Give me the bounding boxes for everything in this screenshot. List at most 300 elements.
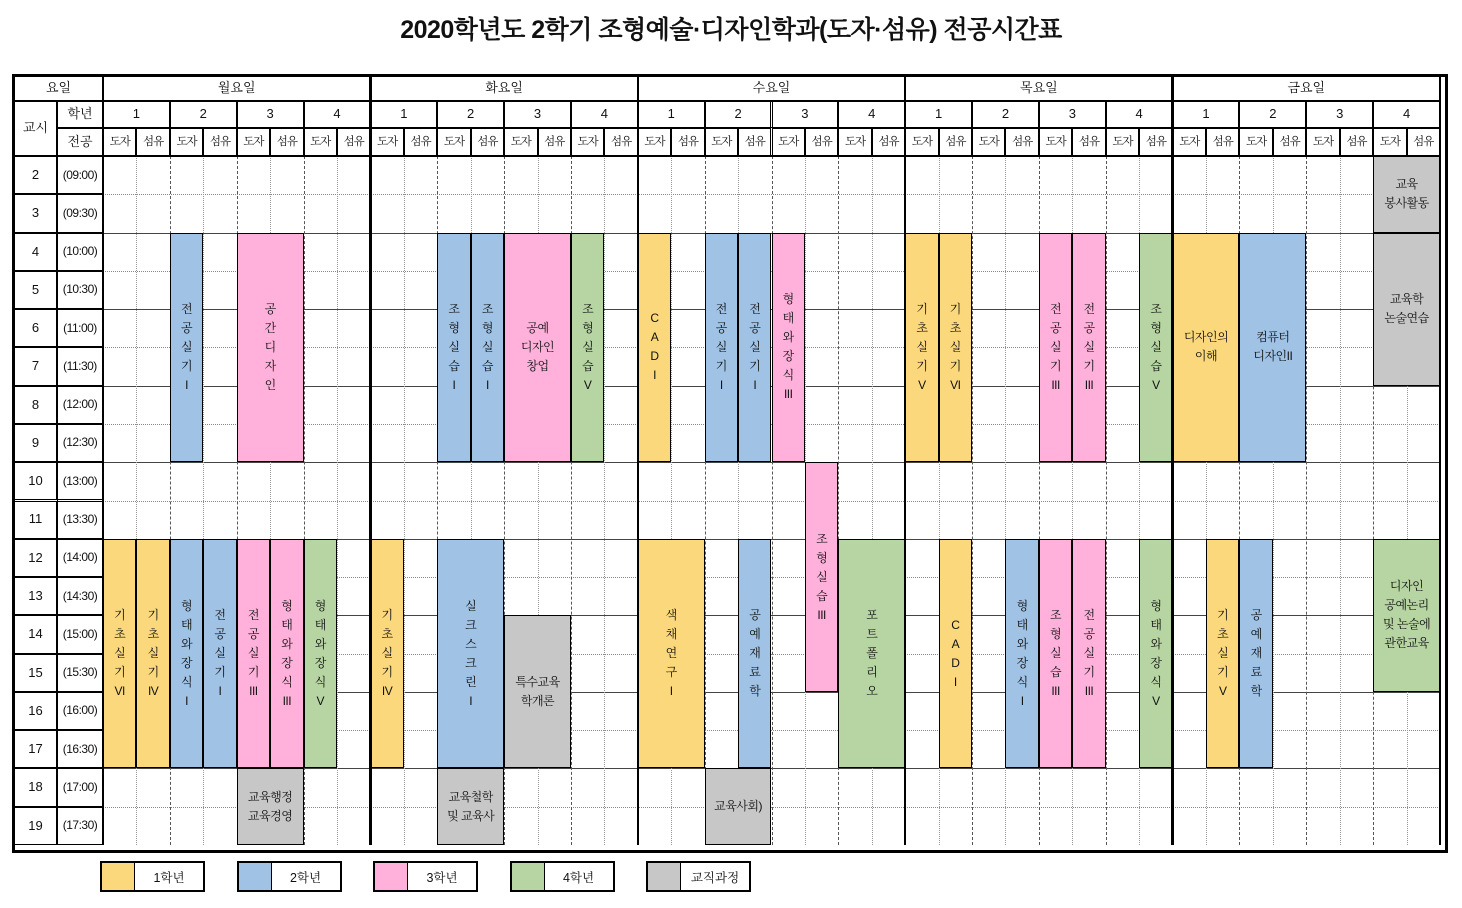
- class-block-label: 공: [247, 627, 259, 642]
- class-block-label: 실: [916, 339, 928, 354]
- class-block-label: 이해: [1194, 349, 1218, 364]
- header-major: 도자: [905, 128, 938, 156]
- class-block: [939, 233, 972, 463]
- period-number-cell: 9: [14, 424, 57, 462]
- class-block: [1072, 233, 1105, 463]
- period-time-cell: (09:00): [57, 156, 103, 194]
- header-major: 섬유: [939, 128, 972, 156]
- class-block-label: 디자인의: [1183, 330, 1229, 345]
- class-block: [838, 539, 905, 769]
- legend-label: 4학년: [562, 870, 595, 885]
- class-block: [437, 539, 504, 769]
- class-block-label: 초: [916, 320, 928, 335]
- legend-swatch-grade2: [239, 863, 272, 890]
- period-number-cell: 17: [14, 730, 57, 768]
- class-block: [437, 768, 504, 845]
- class-block-label: 형: [582, 320, 594, 335]
- class-block-label: 장: [1150, 655, 1162, 670]
- class-block-label: 간: [264, 320, 276, 335]
- class-block-label: 형: [481, 320, 493, 335]
- class-block-label: 실: [247, 646, 259, 661]
- header-major: 섬유: [1005, 128, 1038, 156]
- header-major: 도자: [304, 128, 337, 156]
- class-block-label: 학: [1250, 684, 1262, 699]
- class-block-label: 실: [381, 646, 393, 661]
- period-time-cell: (14:30): [57, 577, 103, 615]
- header-grade: 3: [772, 101, 839, 128]
- header-grade: 2: [437, 101, 504, 128]
- period-time-divider: [57, 101, 58, 845]
- header-grade: 4: [1106, 101, 1173, 128]
- grid-vline: [972, 156, 973, 845]
- class-block-label: 실: [1050, 646, 1062, 661]
- day-boundary-line: [369, 76, 372, 845]
- class-block-label: 기: [247, 665, 259, 680]
- class-block-label: 초: [147, 627, 159, 642]
- legend-item: [100, 861, 205, 892]
- class-block: [170, 233, 203, 463]
- class-block-label: 형: [448, 320, 460, 335]
- day-boundary-line: [102, 76, 105, 845]
- period-number-cell: 3: [14, 194, 57, 232]
- class-block-label: I: [719, 377, 723, 392]
- period-number-cell: 13: [14, 577, 57, 615]
- class-block-label: 오: [866, 684, 878, 699]
- class-block: [1239, 539, 1272, 769]
- class-block-label: I: [653, 368, 656, 383]
- period-time-cell: (12:30): [57, 424, 103, 462]
- class-block-label: 기: [1217, 665, 1229, 680]
- period-number-cell: 8: [14, 386, 57, 424]
- class-block-label: 재: [749, 646, 761, 661]
- header-major: 도자: [237, 128, 270, 156]
- class-block-label: III: [1084, 377, 1094, 392]
- period-number-cell: 11: [14, 501, 57, 539]
- day-boundary-line: [1439, 76, 1442, 845]
- class-block-label: 공예논리: [1384, 598, 1429, 613]
- class-block-label: 태: [782, 311, 794, 326]
- class-block: [1072, 539, 1105, 769]
- class-block: [237, 768, 304, 845]
- class-block-label: 형: [281, 598, 293, 613]
- header-major: 섬유: [471, 128, 504, 156]
- class-block-label: 실: [1150, 339, 1162, 354]
- class-block-label: 실: [1217, 646, 1229, 661]
- class-block-label: III: [817, 607, 826, 622]
- class-block: [705, 233, 738, 463]
- period-time-cell: (14:00): [57, 539, 103, 577]
- class-block-label: V: [1152, 693, 1160, 708]
- header-grade: 2: [1239, 101, 1306, 128]
- class-block-label: 기: [114, 608, 126, 623]
- header-major: 섬유: [1273, 128, 1306, 156]
- header-day-5: 금요일: [1173, 76, 1440, 101]
- header-major: 도자: [1106, 128, 1139, 156]
- header-grade: 4: [1373, 101, 1440, 128]
- class-block: [237, 233, 304, 463]
- class-block-label: 초: [381, 627, 393, 642]
- class-block-label: 실: [949, 339, 961, 354]
- class-block-label: 구: [665, 665, 677, 680]
- class-block-label: 교육학: [1389, 292, 1424, 307]
- header-grade: 3: [1039, 101, 1106, 128]
- class-block-label: 습: [1150, 358, 1162, 373]
- day-boundary-line: [1171, 76, 1174, 845]
- class-block-label: I: [1020, 693, 1024, 708]
- class-block-label: 실: [1083, 646, 1095, 661]
- class-block-label: 기: [181, 358, 193, 373]
- class-block-label: 기: [1083, 665, 1095, 680]
- class-block: [939, 539, 972, 769]
- grid-vline: [1340, 156, 1341, 845]
- class-block-label: 식: [782, 368, 794, 383]
- class-block-label: 디자인: [520, 339, 555, 354]
- class-block-label: VI: [114, 684, 125, 699]
- class-block-label: 료: [1250, 665, 1262, 680]
- grid-vline: [1306, 156, 1307, 845]
- class-block-label: 전: [214, 608, 226, 623]
- class-block: [738, 539, 771, 769]
- header-major: 도자: [705, 128, 738, 156]
- class-block-label: 와: [314, 636, 326, 651]
- header-major: 도자: [1239, 128, 1272, 156]
- class-block-label: 와: [1016, 636, 1028, 651]
- header-major: 도자: [370, 128, 403, 156]
- class-block-label: 기: [381, 608, 393, 623]
- period-time-cell: (09:30): [57, 194, 103, 232]
- class-block-label: 기: [715, 358, 727, 373]
- class-block-label: 태: [281, 617, 293, 632]
- class-block: [1139, 539, 1172, 769]
- class-block-label: 디자인II: [1253, 349, 1293, 364]
- header-major: 섬유: [1340, 128, 1373, 156]
- class-block: [504, 233, 571, 463]
- class-block-label: D: [951, 655, 960, 670]
- class-block-label: 기: [381, 665, 393, 680]
- class-block-label: 조: [582, 301, 594, 316]
- header-grade: 4: [571, 101, 638, 128]
- class-block-label: 학개론: [520, 693, 555, 708]
- header-grade: 2: [170, 101, 237, 128]
- header-major: 도자: [1173, 128, 1206, 156]
- class-block: [638, 539, 705, 769]
- class-block-label: 식: [281, 674, 293, 689]
- class-block: [1373, 539, 1440, 692]
- header-day-1: 월요일: [103, 76, 370, 101]
- header-major: 섬유: [1206, 128, 1239, 156]
- class-block-label: 기: [949, 358, 961, 373]
- class-block-label: 봉사활동: [1384, 196, 1429, 211]
- class-block-label: III: [783, 387, 793, 402]
- class-block-label: I: [753, 377, 757, 392]
- class-block: [1206, 539, 1239, 769]
- class-block: [270, 539, 303, 769]
- class-block-label: I: [185, 693, 188, 708]
- header-major: 섬유: [604, 128, 637, 156]
- class-block-label: 리: [866, 665, 878, 680]
- class-block: [304, 539, 337, 769]
- class-block-label: V: [1152, 377, 1160, 392]
- class-block-label: 기: [147, 608, 159, 623]
- class-block-label: 기: [949, 301, 961, 316]
- header-major: 섬유: [337, 128, 370, 156]
- class-block-label: 실: [816, 569, 828, 584]
- class-block: [471, 233, 504, 463]
- class-block-label: 기: [749, 358, 761, 373]
- class-block-label: 실: [1050, 339, 1062, 354]
- period-time-cell: (10:30): [57, 271, 103, 309]
- class-block: [638, 233, 671, 463]
- class-block-label: 실: [582, 339, 594, 354]
- class-block: [103, 539, 136, 769]
- legend-swatch-grade4: [512, 863, 545, 890]
- header-major: 섬유: [1407, 128, 1440, 156]
- class-block-label: 습: [1050, 665, 1062, 680]
- class-block-label: 폴: [866, 646, 878, 661]
- class-block-label: 공: [1250, 608, 1262, 623]
- class-block-label: 조: [1050, 608, 1062, 623]
- header-major: 섬유: [738, 128, 771, 156]
- header-major: 섬유: [136, 128, 169, 156]
- class-block-label: 와: [181, 636, 193, 651]
- header-major: 도자: [170, 128, 203, 156]
- class-block-label: III: [282, 693, 292, 708]
- class-block-label: 식: [1150, 674, 1162, 689]
- class-block-label: 예: [1250, 627, 1262, 642]
- class-block-label: 조: [448, 301, 460, 316]
- class-block-label: 공: [1083, 320, 1095, 335]
- class-block-label: 식: [181, 674, 193, 689]
- header-major: 도자: [638, 128, 671, 156]
- class-block-label: 공: [181, 320, 193, 335]
- class-block-label: 기: [916, 358, 928, 373]
- period-time-cell: (15:00): [57, 615, 103, 653]
- class-block: [1039, 233, 1072, 463]
- header-grade: 1: [905, 101, 972, 128]
- class-block-label: 색: [665, 608, 677, 623]
- period-time-cell: (13:30): [57, 501, 103, 539]
- class-block-label: 공예: [526, 320, 549, 335]
- legend-swatch-grade3: [375, 863, 408, 890]
- class-block-label: 실: [147, 646, 159, 661]
- class-block-label: 실: [749, 339, 761, 354]
- header-day-2: 화요일: [370, 76, 637, 101]
- header-grade: 4: [838, 101, 905, 128]
- class-block-label: 장: [181, 655, 193, 670]
- period-number-cell: 15: [14, 654, 57, 692]
- header-grade: 3: [504, 101, 571, 128]
- period-number-cell: 12: [14, 539, 57, 577]
- header-major: 섬유: [872, 128, 905, 156]
- class-block-label: C: [650, 311, 659, 326]
- class-block-label: III: [1051, 684, 1060, 699]
- header-row2-divider: [57, 127, 1440, 128]
- period-time-cell: (16:30): [57, 730, 103, 768]
- class-block-label: 장: [1016, 655, 1028, 670]
- class-block-label: 재: [1250, 646, 1262, 661]
- header-major: 도자: [504, 128, 537, 156]
- header-grade: 2: [972, 101, 1039, 128]
- class-block-label: I: [185, 377, 188, 392]
- period-number-cell: 19: [14, 807, 57, 845]
- class-block-label: 교육사회): [714, 799, 762, 814]
- class-block-label: III: [1051, 377, 1060, 392]
- header-grade: 3: [1306, 101, 1373, 128]
- class-block-label: 기: [1050, 358, 1062, 373]
- class-block-label: 장: [782, 349, 794, 364]
- class-block-label: VI: [950, 377, 961, 392]
- header-major: 도자: [571, 128, 604, 156]
- class-block-label: I: [669, 684, 673, 699]
- legend-item: [373, 861, 478, 892]
- class-block-label: 기: [114, 665, 126, 680]
- class-block-label: 전: [749, 301, 761, 316]
- period-time-cell: (13:00): [57, 462, 103, 500]
- header-grade: 1: [638, 101, 705, 128]
- class-block: [1139, 233, 1172, 463]
- grid-vline: [404, 156, 405, 845]
- class-block-label: 전: [247, 608, 259, 623]
- grid-vline: [1106, 156, 1107, 845]
- legend-item: [646, 861, 751, 892]
- header-major-row-label: 전공: [57, 128, 103, 156]
- class-block-label: 포: [866, 608, 878, 623]
- class-block-label: 기: [1083, 358, 1095, 373]
- class-block: [705, 768, 772, 845]
- class-block-label: 크: [465, 617, 477, 632]
- class-block-label: 린: [465, 674, 477, 689]
- grid-vline: [604, 156, 605, 845]
- header-grade: 4: [304, 101, 371, 128]
- header-major: 도자: [1039, 128, 1072, 156]
- class-block-label: 관한교육: [1384, 636, 1429, 651]
- class-block-label: 논술연습: [1384, 311, 1429, 326]
- class-block-label: 조: [816, 531, 828, 546]
- class-block: [437, 233, 470, 463]
- class-block-label: 디: [264, 339, 276, 354]
- class-block: [1373, 156, 1440, 233]
- class-block-label: I: [469, 693, 473, 708]
- class-block-label: 공: [749, 320, 761, 335]
- class-block-label: 및 교육사: [447, 808, 495, 823]
- header-major: 도자: [838, 128, 871, 156]
- header-major: 섬유: [538, 128, 571, 156]
- header-grade: 2: [705, 101, 772, 128]
- class-block-label: 공: [1050, 320, 1062, 335]
- class-block-label: 기: [1217, 608, 1229, 623]
- class-block-label: 조: [1150, 301, 1162, 316]
- legend-swatch-grade1: [102, 863, 135, 890]
- class-block-label: 실: [465, 598, 477, 613]
- header-day-3: 수요일: [638, 76, 905, 101]
- class-block-label: 트: [866, 627, 878, 642]
- class-block-label: 전: [1050, 301, 1062, 316]
- class-block-label: 태: [1016, 617, 1028, 632]
- period-number-cell: 14: [14, 615, 57, 653]
- period-number-cell: 10: [14, 462, 57, 500]
- class-block-label: 채: [665, 627, 677, 642]
- class-block-label: 공: [264, 301, 276, 316]
- legend-label: 3학년: [426, 870, 458, 885]
- period-time-cell: (17:00): [57, 768, 103, 806]
- header-major: 섬유: [671, 128, 704, 156]
- class-block-label: 습: [582, 358, 594, 373]
- class-block-label: 식: [314, 674, 326, 689]
- header-major: 섬유: [270, 128, 303, 156]
- class-block-label: I: [485, 377, 489, 392]
- header-major: 도자: [772, 128, 805, 156]
- class-block-label: 스: [465, 636, 477, 651]
- header-major: 섬유: [805, 128, 838, 156]
- header-major: 섬유: [1072, 128, 1105, 156]
- class-block-label: 와: [281, 636, 293, 651]
- class-block-label: III: [1084, 684, 1094, 699]
- header-major: 섬유: [203, 128, 236, 156]
- header-grade: 1: [1173, 101, 1240, 128]
- period-time-cell: (11:00): [57, 309, 103, 347]
- class-block-label: V: [583, 377, 592, 392]
- class-block-label: 실: [114, 646, 126, 661]
- class-block-label: 초: [114, 627, 126, 642]
- class-block-label: 실: [1083, 339, 1095, 354]
- class-block-label: I: [953, 674, 957, 689]
- header-major: 도자: [437, 128, 470, 156]
- class-block-label: 형: [1016, 598, 1028, 613]
- class-block-label: 전: [1083, 608, 1095, 623]
- class-block-label: V: [1218, 684, 1227, 699]
- class-block: [1039, 539, 1072, 769]
- period-number-cell: 4: [14, 233, 57, 271]
- class-block-label: 료: [749, 665, 761, 680]
- class-block-label: 형: [782, 292, 794, 307]
- class-block-label: A: [951, 636, 960, 651]
- class-block: [571, 233, 604, 463]
- class-block: [504, 615, 571, 768]
- class-block-label: 습: [816, 588, 828, 603]
- class-block-label: 형: [1150, 598, 1162, 613]
- period-time-cell: (16:00): [57, 692, 103, 730]
- header-major: 도자: [103, 128, 136, 156]
- class-block-label: V: [918, 377, 926, 392]
- class-block-label: 컴퓨터: [1256, 330, 1290, 345]
- class-block-label: 교육: [1395, 177, 1418, 192]
- class-block-label: I: [452, 377, 456, 392]
- class-block-label: 공: [715, 320, 727, 335]
- class-block-label: 교육행정: [247, 789, 293, 804]
- header-day-col-label: 요일: [14, 76, 103, 101]
- class-block-label: 공: [749, 608, 761, 623]
- class-block-label: 크: [465, 655, 477, 670]
- class-block-label: 연: [665, 646, 677, 661]
- header-bottom-divider: [14, 155, 1440, 157]
- class-block: [1005, 539, 1038, 769]
- class-block-label: 전: [181, 301, 193, 316]
- period-number-cell: 2: [14, 156, 57, 194]
- class-block: [1173, 233, 1240, 463]
- header-grade-row-label: 학년: [57, 101, 103, 128]
- class-block-label: 특수교육: [515, 674, 560, 689]
- legend-item: [237, 861, 342, 892]
- class-block: [738, 233, 771, 463]
- grid-vline: [337, 156, 338, 845]
- header-major: 도자: [972, 128, 1005, 156]
- day-boundary-line: [637, 76, 640, 845]
- class-block-label: 형: [1150, 320, 1162, 335]
- class-block: [203, 539, 236, 769]
- day-boundary-line: [904, 76, 907, 845]
- class-block-label: 자: [264, 358, 276, 373]
- class-block-label: 실: [181, 339, 193, 354]
